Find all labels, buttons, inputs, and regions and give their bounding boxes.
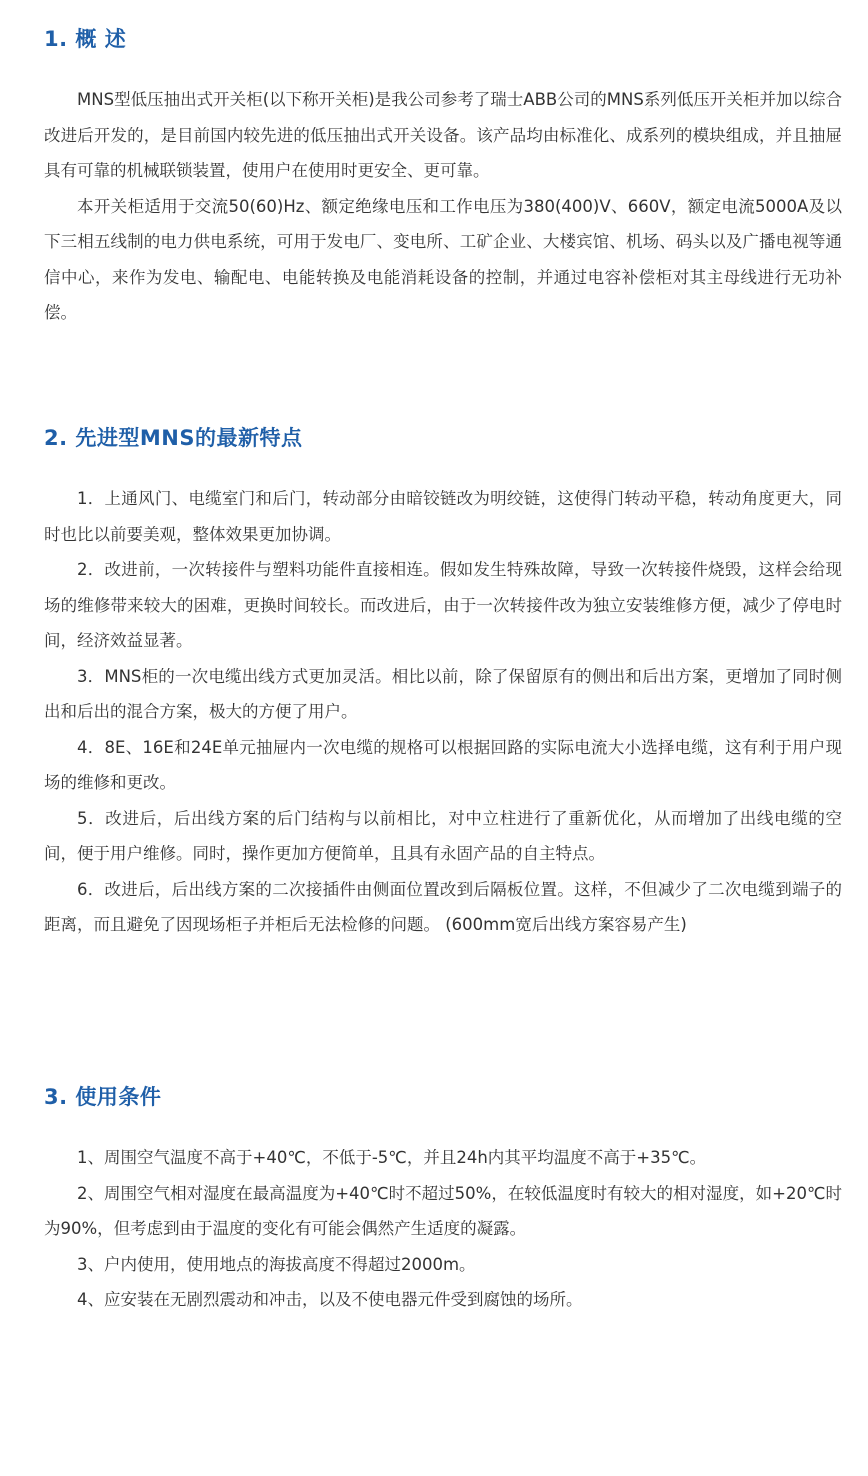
condition-item: 4、应安装在无剧烈震动和冲击，以及不使电器元件受到腐蚀的场所。 <box>77 1290 583 1309</box>
section-heading-conditions: 3. 使用条件 <box>44 1085 162 1109</box>
condition-item: 1、周围空气温度不高于+40℃，不低于-5℃，并且24h内其平均温度不高于+35℃。 <box>77 1148 707 1167</box>
condition-item: 2、周围空气相对湿度在最高温度为+40℃时不超过50%，在较低温度时有较大的相对湿度，如+20℃时为90%，但考虑到由于温度的变化有可能会偶然产生适度的凝露。 <box>44 1183 842 1238</box>
feature-item: 4．8E、16E和24E单元抽屉内一次电缆的规格可以根据回路的实际电流大小选择电缆，这有利于用户现场的维修和更改。 <box>44 737 842 792</box>
feature-item: 6．改进后，后出线方案的二次接插件由侧面位置改到后隔板位置。这样，不但减少了二次电缆到端子的距离，而且避免了因现场柜子并柜后无法检修的问题。 (600mm宽后出线方案容易产生) <box>44 879 842 934</box>
section-features <box>44 421 842 943</box>
section-heading-features: 2. 先进型MNS的最新特点 <box>44 426 303 450</box>
section-overview <box>44 22 842 331</box>
overview-paragraph: MNS型低压抽出式开关柜(以下称开关柜)是我公司参考了瑞士ABB公司的MNS系列低压开关柜并加以综合改进后开发的，是目前国内较先进的低压抽出式开关设备。该产品均由标准化、成系列的模块组成，并且抽屉具有可靠的机械联锁装置，使用户在使用时更安全、更可靠。 <box>44 90 842 180</box>
condition-item: 3、户内使用，使用地点的海拔高度不得超过2000m。 <box>77 1254 476 1274</box>
section-heading-overview: 1. 概 述 <box>44 27 127 51</box>
overview-paragraph: 本开关柜适用于交流50(60)Hz、额定绝缘电压和工作电压为380(400)V、660V，额定电流5000A及以下三相五线制的电力供电系统，可用于发电厂、变电所、工矿企业、大楼宾馆、机场、码头以及广播电视等通信中心，来作为发电、输配电、电能转换及电能消耗设备的控制，并通过电容补偿柜对其主母线进行无功补偿。 <box>44 196 842 322</box>
section-conditions <box>44 1080 842 1318</box>
feature-item: 2．改进前，一次转接件与塑料功能件直接相连。假如发生特殊故障，导致一次转接件烧毁，这样会给现场的维修带来较大的困难，更换时间较长。而改进后，由于一次转接件改为独立安装维修方便，减少了停电时间，经济效益显著。 <box>44 560 842 650</box>
feature-item: 1．上通风门、电缆室门和后门，转动部分由暗铰链改为明绞链，这使得门转动平稳，转动角度更大，同时也比以前要美观，整体效果更加协调。 <box>44 489 842 544</box>
feature-item: 5．改进后，后出线方案的后门结构与以前相比，对中立柱进行了重新优化，从而增加了出线电缆的空间，便于用户维修。同时，操作更加方便简单，且具有永固产品的自主特点。 <box>44 808 842 863</box>
feature-item: 3．MNS柜的一次电缆出线方式更加灵活。相比以前，除了保留原有的侧出和后出方案，更增加了同时侧出和后出的混合方案，极大的方便了用户。 <box>44 666 842 721</box>
